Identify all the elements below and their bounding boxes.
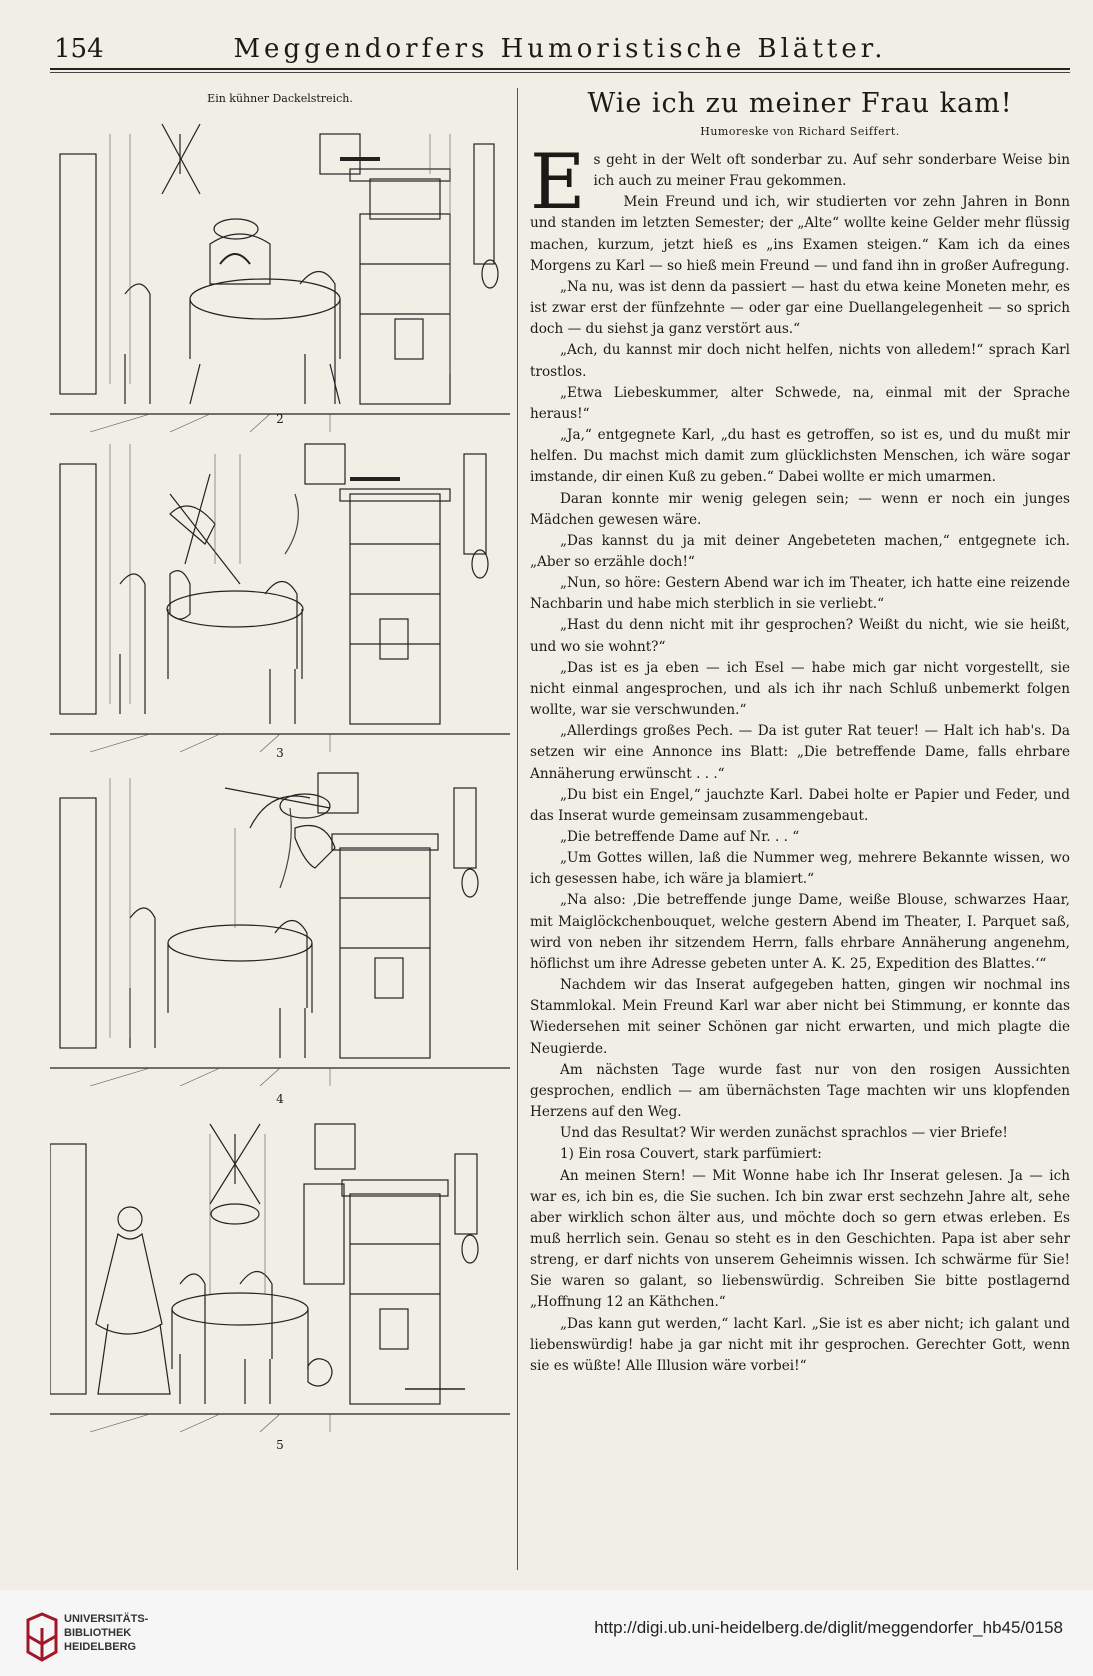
drop-cap: E [530,137,586,226]
article-paragraph: „Die betreffende Dame auf Nr. . . “ [560,829,800,845]
library-name: UNIVERSITÄTS- BIBLIOTHEK HEIDELBERG [64,1613,149,1653]
article-byline: Humoreske von Richard Seiffert. [700,125,900,138]
running-title: Meggendorfers Humoristische Blätter. [233,34,887,64]
permalink-url[interactable]: http://digi.ub.uni-heidelberg.de/diglit/meggendorfer_hb45/0158 [594,1618,1063,1637]
illustration-caption: Ein kühner Dackelstreich. [207,92,353,105]
article-title: Wie ich zu meiner Frau kam! [587,88,1013,119]
article-column [530,82,1070,1377]
article-paragraph: An meinen Stern! — Mit Wonne habe ich Ihr Inserat gelesen. Ja — ich war es, ich bin es, die Sie suchen. Ich bin zwar erst sechzehn Jahre alt, sehe aber wirklich schon älter aus, und möchte doch so gern etwas erleben. Es muß herrlich sein. Genau so steht es in den Geschichten. Papa ist aber sehr streng, er darf nichts von unserem Geheimnis wissen. Ich schwärme für Sie! Sie waren so galant, so liebenswürdig. Schreiben Sie bitte postlagernd „Hoffnung 12 an Käthchen.“ [530,1167,1070,1311]
article-paragraph: „Nun, so höre: Gestern Abend war ich im Theater, ich hatte eine reizende Nachbarin und habe mich sterblich in sie verliebt.“ [530,575,1070,613]
article-paragraph: „Hast du denn nicht mit ihr gesprochen? Weißt du nicht, wie sie heißt, und wo sie wohnt?“ [530,617,1070,655]
article-paragraph: „Das ist es ja eben — ich Esel — habe mich gar nicht vorgestellt, sie nicht einmal angesprochen, und als ich ihr nach Schluß unbemerkt folgen wollte, war sie verschwunden.“ [530,659,1070,719]
panel-label: 2 [276,412,284,426]
article-paragraph: s geht in der Welt oft sonderbar zu. Auf sehr sonderbare Weise bin ich auch zu meiner Frau gekommen. [593,152,1070,190]
library-logo-icon [22,1610,62,1662]
illustration-panel-3 [50,768,510,1086]
header-rule-thin [50,72,1070,73]
article-paragraph: „Na also: ‚Die betreffende junge Dame, weiße Blouse, schwarzes Haar, mit Maiglöckchenbouquet, welche gestern Abend im Theater, I. Parquet saß, wird von neben ihr sitzendem Herrn, falls ehrbare Annäherung angenehm, höflichst um ihre Adresse gebeten unter A. K. 25, Expedition des Blattes.‘“ [530,892,1070,972]
column-divider [517,88,518,1570]
panel-label: 3 [276,746,284,760]
viewer-footer [0,1590,1093,1676]
room-scene-icon [50,768,510,1086]
panel-label: 4 [276,1092,284,1106]
article-paragraph: Und das Resultat? Wir werden zunächst sprachlos — vier Briefe! [560,1125,1008,1142]
room-scene-icon [50,434,510,752]
article-paragraph: Nachdem wir das Inserat aufgegeben hatten, gingen wir nochmal ins Stammlokal. Mein Freund Karl war aber nicht bei Stimmung, er konnte das Wiedersehen mit seiner Schönen gar nicht erwarten, und mich plagte die Neugierde. [530,977,1070,1057]
article-paragraph: Daran konnte mir wenig gelegen sein; — wenn er noch ein junges Mädchen gewesen wäre. [530,490,1070,528]
illustration-panel-1 [50,114,510,432]
illustration-panel-4 [50,1114,510,1432]
article-paragraph: „Ja,“ entgegnete Karl, „du hast es getroffen, so ist es, und du mußt mir helfen. Du machst mich damit zum glücklichsten Menschen, ich wäre sogar imstande, dir einen Kuß zu geben.“ Dabei wollte er mich umarmen. [530,427,1070,486]
article-body [530,137,1070,1377]
article-paragraph: „Etwa Liebeskummer, alter Schwede, na, einmal mit der Sprache heraus!“ [530,384,1070,422]
room-scene-icon [50,1114,510,1432]
illustration-panel-2 [50,434,510,752]
article-paragraph: 1) Ein rosa Couvert, stark parfümiert: [560,1146,822,1163]
panel-label: 5 [276,1438,284,1452]
article-paragraph: „Ach, du kannst mir doch nicht helfen, nichts von alledem!“ sprach Karl trostlos. [530,342,1070,380]
page-header [50,28,1070,64]
article-paragraph: „Das kannst du ja mit deiner Angebeteten machen,“ entgegnete ich. „Aber so erzähle doch!“ [530,532,1070,570]
article-paragraph: „Um Gottes willen, laß die Nummer weg, mehrere Bekannte wissen, wo ich gesessen habe, ich wäre ja blamiert.“ [530,850,1070,888]
article-paragraph: Mein Freund und ich, wir studierten vor zehn Jahren in Bonn und standen im letzten Semester; der „Alte“ wollte keine Gelder mehr flüssig machen, kurzum, jetzt hieß es „ins Examen steigen.“ Kam ich da eines Morgens zu Karl — so hieß mein Freund — und fand ihn in großer Aufregung. [530,194,1070,274]
illustration-column [50,82,510,1582]
room-scene-icon [50,114,510,432]
article-paragraph: „Das kann gut werden,“ lacht Karl. „Sie ist es aber nicht; ich galant und liebenswürdig! habe ja gar nicht mit ihr gesprochen. Gerechter Gott, wenn sie es wüßte! Alle Illusion wäre vorbei!“ [530,1315,1070,1374]
header-rule [50,68,1070,70]
article-paragraph: „Na nu, was ist denn da passiert — hast du etwa keine Moneten mehr, es ist zwar erst der fünfzehnte — oder gar eine Duellangelegenheit — so sprich doch — du siehst ja ganz verstört aus.“ [530,278,1070,338]
article-paragraph: „Du bist ein Engel,“ jauchzte Karl. Dabei holte er Papier und Feder, und das Inserat wurde gemeinsam zusammengebaut. [530,786,1070,824]
article-paragraph: „Allerdings großes Pech. — Da ist guter Rat teuer! — Halt ich hab's. Da setzen wir eine Annonce ins Blatt: „Die betreffende Dame, falls ehrbare Annäherung erwünscht . . .“ [530,723,1070,782]
article-paragraph: Am nächsten Tage wurde fast nur von den rosigen Aussichten gesprochen, endlich — am übernächsten Tage machten wir uns klopfenden Herzens auf den Weg. [530,1061,1070,1121]
page-number: 154 [54,34,104,64]
